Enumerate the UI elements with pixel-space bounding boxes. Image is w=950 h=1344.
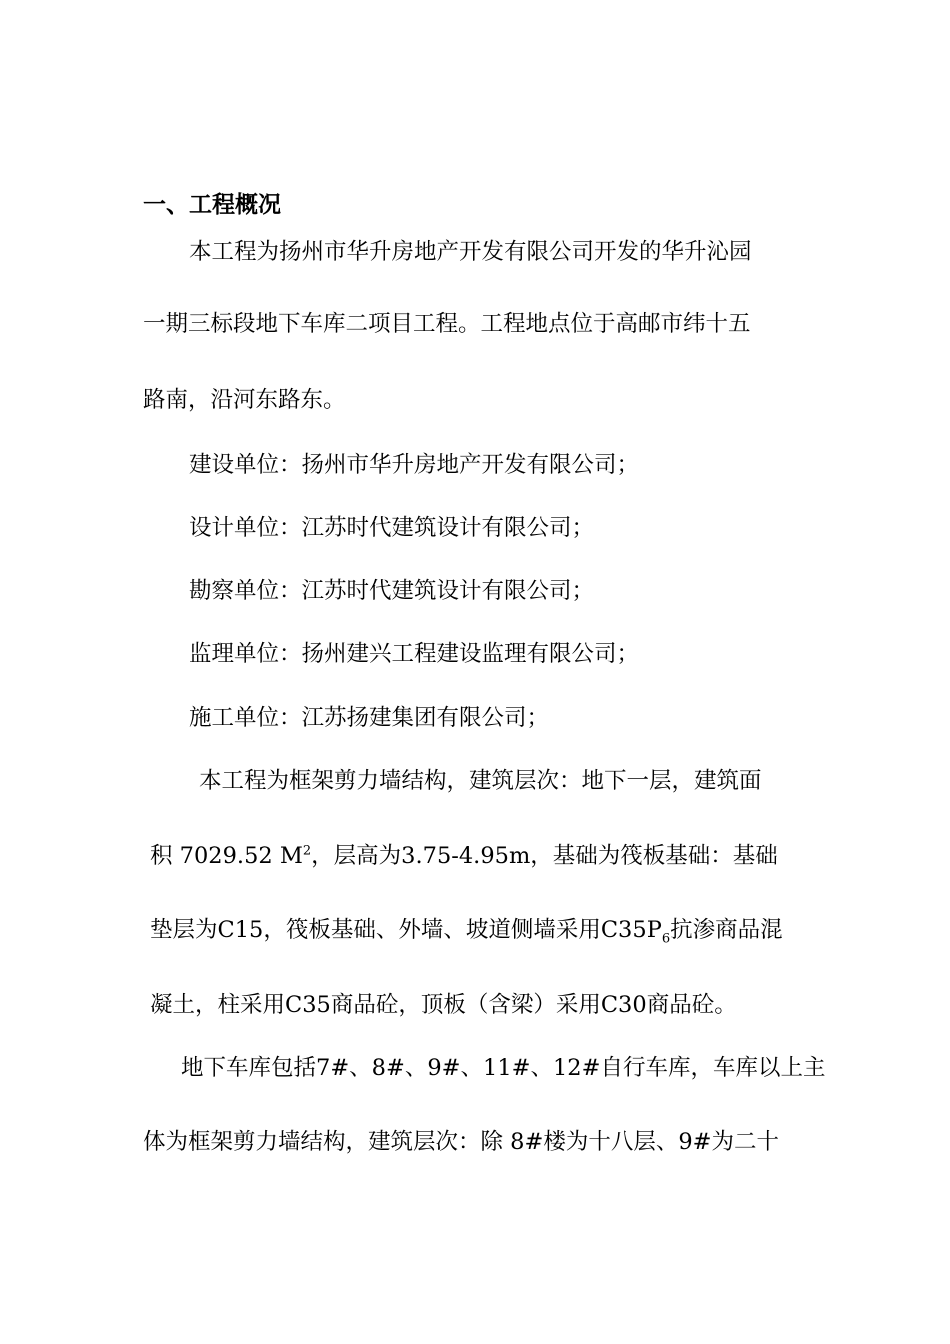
paragraph-line: 路南，沿河东路东。 [143,387,346,413]
area-superscript: 2 [302,843,312,859]
paragraph-line: 本工程为扬州市华升房地产开发有限公司开发的华升沁园 [189,239,752,265]
paragraph-line: 地下车库包括7#、8#、9#、11#、12#自行车库，车库以上主 [181,1055,826,1081]
concrete-text-rest: 抗渗商品混 [670,917,783,943]
paragraph-line: 一期三标段地下车库二项目工程。工程地点位于高邮市纬十五 [143,311,751,337]
construction-unit-line: 建设单位：扬州市华升房地产开发有限公司； [189,452,640,478]
concrete-text: 垫层为C15，筏板基础、外墙、坡道侧墙采用C35P [150,917,662,943]
survey-unit-line: 勘察单位：江苏时代建筑设计有限公司； [189,578,595,604]
paragraph-line: 体为框架剪力墙结构，建筑层次：除 8#楼为十八层、9#为二十 [143,1129,779,1155]
area-line [150,841,778,871]
supervision-unit-line: 监理单位：扬州建兴工程建设监理有限公司； [189,641,640,667]
concrete-line [150,915,783,945]
section-heading: 一、工程概况 [143,192,281,218]
contractor-unit-line: 施工单位：江苏扬建集团有限公司； [189,705,550,731]
paragraph-line: 凝土，柱采用C35商品砼，顶板（含梁）采用C30商品砼。 [150,992,737,1018]
area-text: 积 7029.52 M [150,843,303,869]
design-unit-line: 设计单位：江苏时代建筑设计有限公司； [189,515,595,541]
area-text-rest: ，层高为3.75-4.95m，基础为筏板基础：基础 [311,843,778,869]
paragraph-line: 本工程为框架剪力墙结构，建筑层次：地下一层，建筑面 [199,768,762,794]
concrete-subscript: 6 [661,931,671,947]
